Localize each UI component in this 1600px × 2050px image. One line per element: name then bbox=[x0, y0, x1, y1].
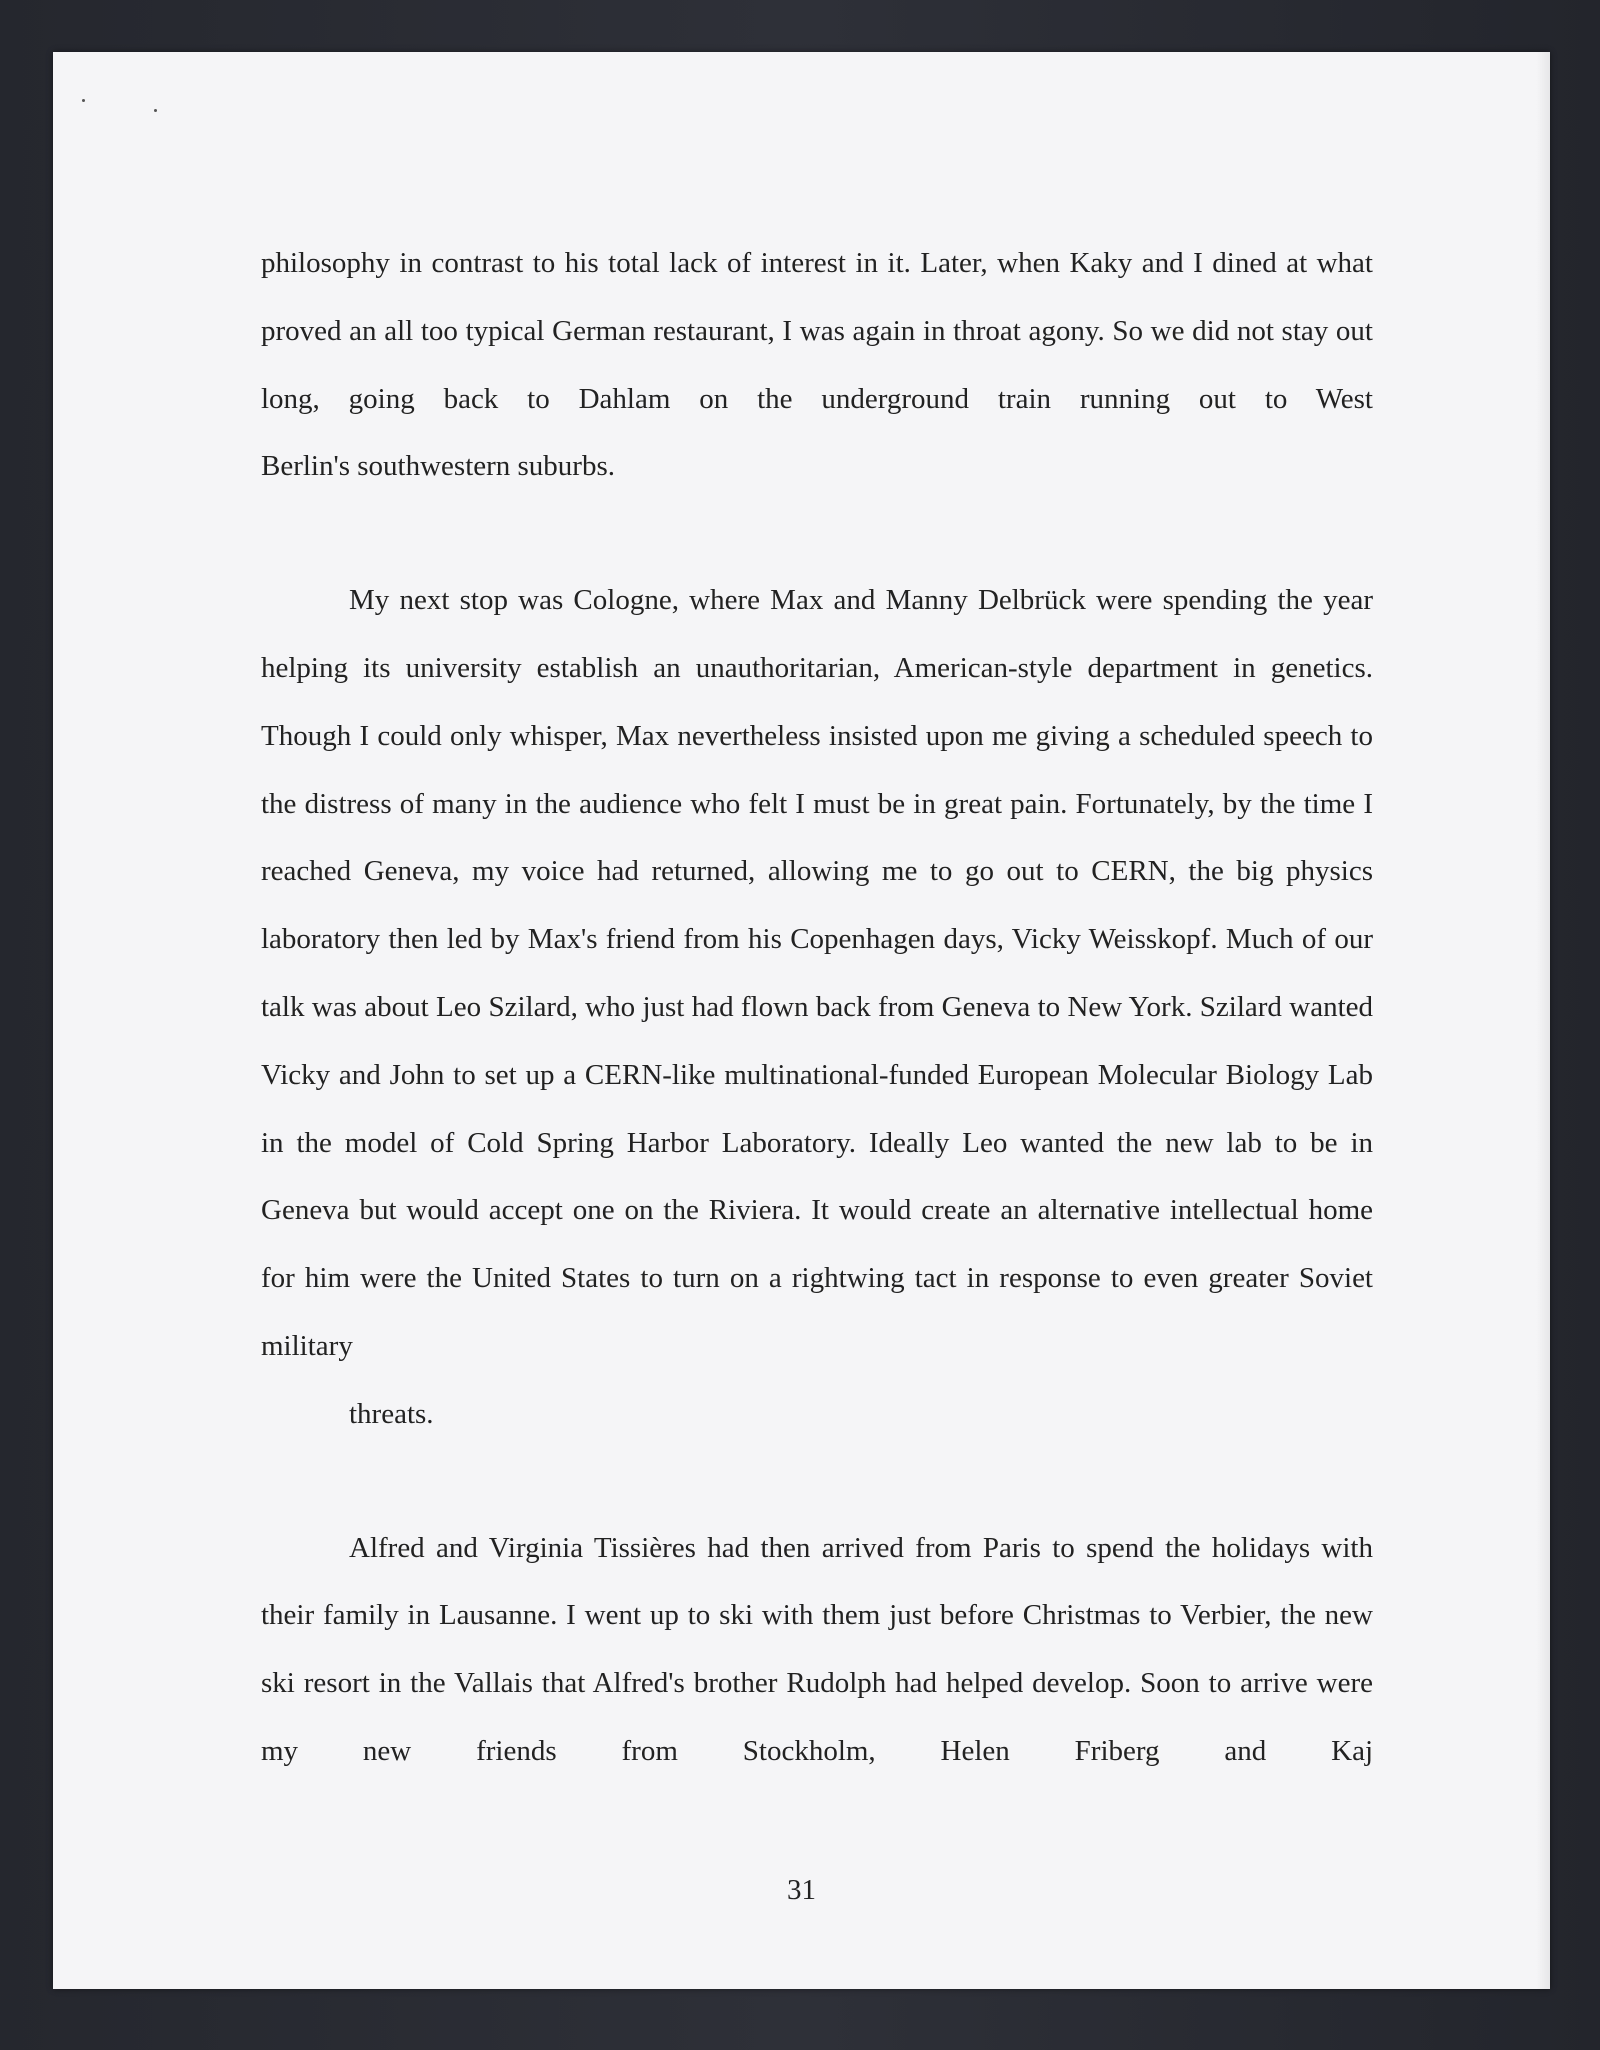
paragraph-3-body: Alfred and Virginia Tissières had then arrived from Paris to spend the holidays with their family in Lausanne. I went up to ski with them just before Christmas to Verbier, the new ski resort in the Vallais that Alfred's brother Rudolph had helped develop. Soon to arrive were my new friends from Stockholm, Helen Friberg and Kaj bbox=[261, 1531, 1373, 1767]
paragraph-2-last-line: threats. bbox=[349, 1397, 434, 1430]
scan-speck bbox=[82, 99, 85, 102]
paragraph-1-body: philosophy in contrast to his total lack of interest in it. Later, when Kaky and I dined at what proved an all too typical German restaurant, I was again in throat agony. So we did not stay out long, going back to Dahlam on the underground train running out to West bbox=[261, 247, 1373, 415]
body-text bbox=[261, 230, 1373, 1786]
page-number: 31 bbox=[787, 1874, 816, 1906]
paragraph-1-last-line: Berlin's southwestern suburbs. bbox=[261, 450, 616, 483]
paragraph-3 bbox=[261, 1515, 1373, 1786]
paragraph-2 bbox=[261, 567, 1373, 1448]
document-page bbox=[53, 52, 1550, 1989]
scan-speck bbox=[154, 109, 157, 112]
paragraph-1 bbox=[261, 230, 1373, 501]
paragraph-2-body: My next stop was Cologne, where Max and Manny Delbrück were spending the year helping its university establish an unauthoritarian, American-style department in genetics. Though I could only whisper, Max nevertheless insisted upon me giving a scheduled speech to the distress of many in the audience who felt I must be in great pain. Fortunately, by the time I reached Geneva, my voice had returned, allowing me to go out to CERN, the big physics laboratory then led by Max's friend from his Copenhagen days, Vicky Weisskopf. Much of our talk was about Leo Szilard, who just had flown back from Geneva to New York. Szilard wanted Vicky and John to set up a CERN-like multinational-funded European Molecular Biology Lab in the model of Cold Spring Harbor Laboratory. Ideally Leo wanted the new lab to be in Geneva but would accept one on the Riviera. It would create an alternative intellectual home for him were the United States to turn on a rightwing tact in response to even greater Soviet military bbox=[261, 584, 1373, 1362]
